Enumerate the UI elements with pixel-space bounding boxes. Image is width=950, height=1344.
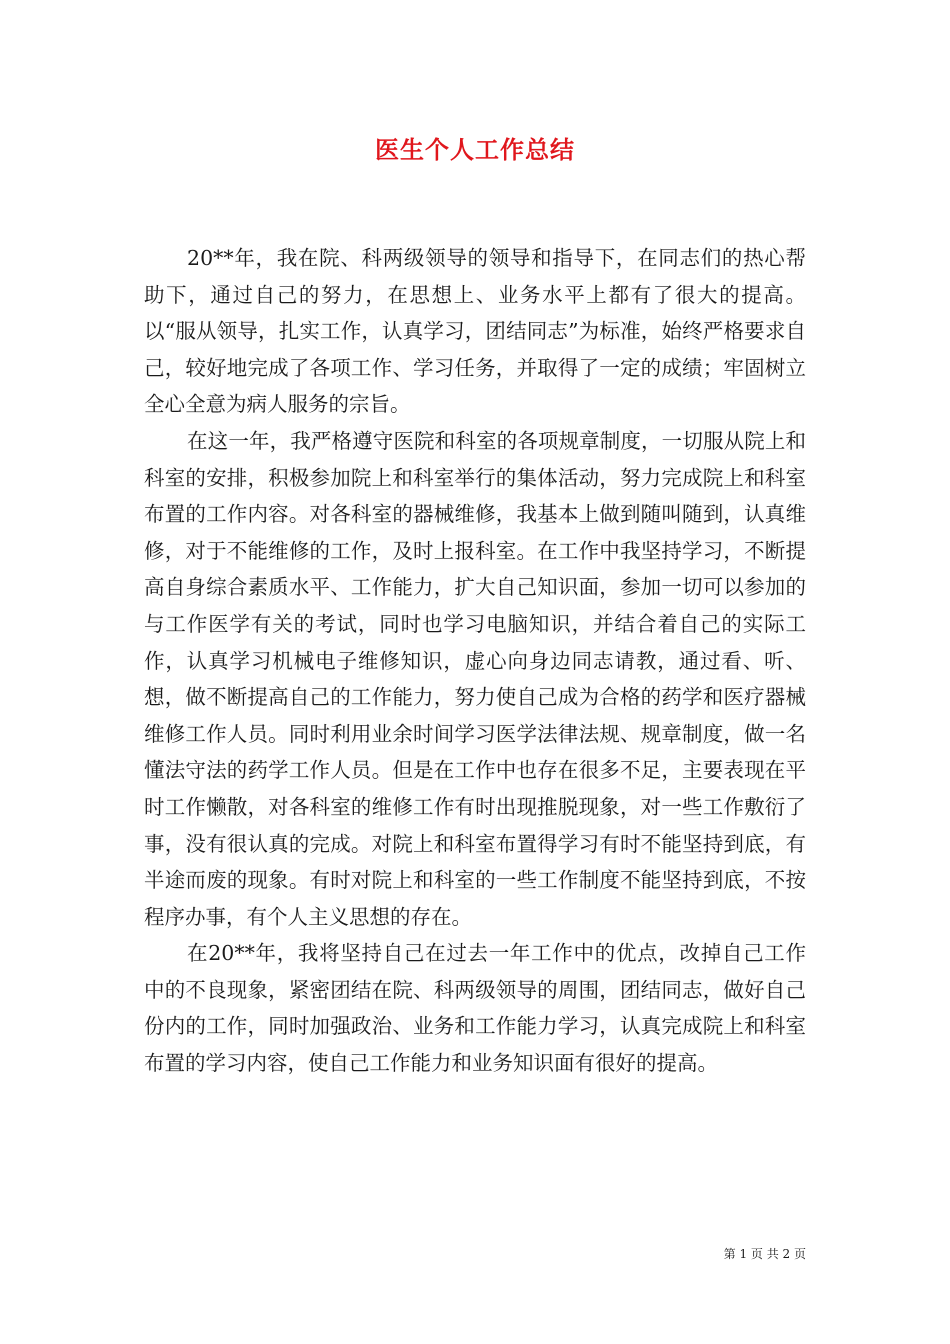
paragraph-intro: 20**年，我在院、科两级领导的领导和指导下，在同志们的热心帮助下，通过自己的努力，在思想上、业务水平上都有了很大的提高。以“服从领导，扎实工作，认真学习，团结同志”为标准，始终严格要求自己，较好地完成了各项工作、学习任务，并取得了一定的成绩；牢固树立全心全意为病人服务的宗旨。	[144, 246, 806, 417]
paragraph-review: 在这一年，我严格遵守医院和科室的各项规章制度，一切服从院上和科室的安排，积极参加院上和科室举行的集体活动，努力完成院上和科室布置的工作内容。对各科室的器械维修，我基本上做到随叫随到，认真维修，对于不能维修的工作，及时上报科室。在工作中我坚持学习，不断提高自身综合素质水平、工作能力，扩大自己知识面，参加一切可以参加的与工作医学有关的考试，同时也学习电脑知识，并结合着自己的实际工作，认真学习机械电子维修知识，虚心向身边同志请教，通过看、听、想，做不断提高自己的工作能力，努力使自己成为合格的药学和医疗器械维修工作人员。同时利用业余时间学习医学法律法规、规章制度，做一名懂法守法的药学工作人员。但是在工作中也存在很多不足，主要表现在平时工作懒散，对各科室的维修工作有时出现推脱现象，对一些工作敷衍了事，没有很认真的完成。对院上和科室布置得学习有时不能坚持到底，有半途而废的现象。有时对院上和科室的一些工作制度不能坚持到底，不按程序办事，有个人主义思想的存在。	[144, 428, 806, 929]
document-title: 医生个人工作总结	[375, 136, 575, 164]
paragraph-plan: 在20**年，我将坚持自己在过去一年工作中的优点，改掉自己工作中的不良现象，紧密团结在院、科两级领导的周围，团结同志，做好自己份内的工作，同时加强政治、业务和工作能力学习，认真完成院上和科室布置的学习内容，使自己工作能力和业务知识面有很好的提高。	[144, 941, 806, 1076]
page-indicator: 第 1 页 共 2 页	[723, 1247, 806, 1261]
document-body	[144, 240, 806, 1082]
